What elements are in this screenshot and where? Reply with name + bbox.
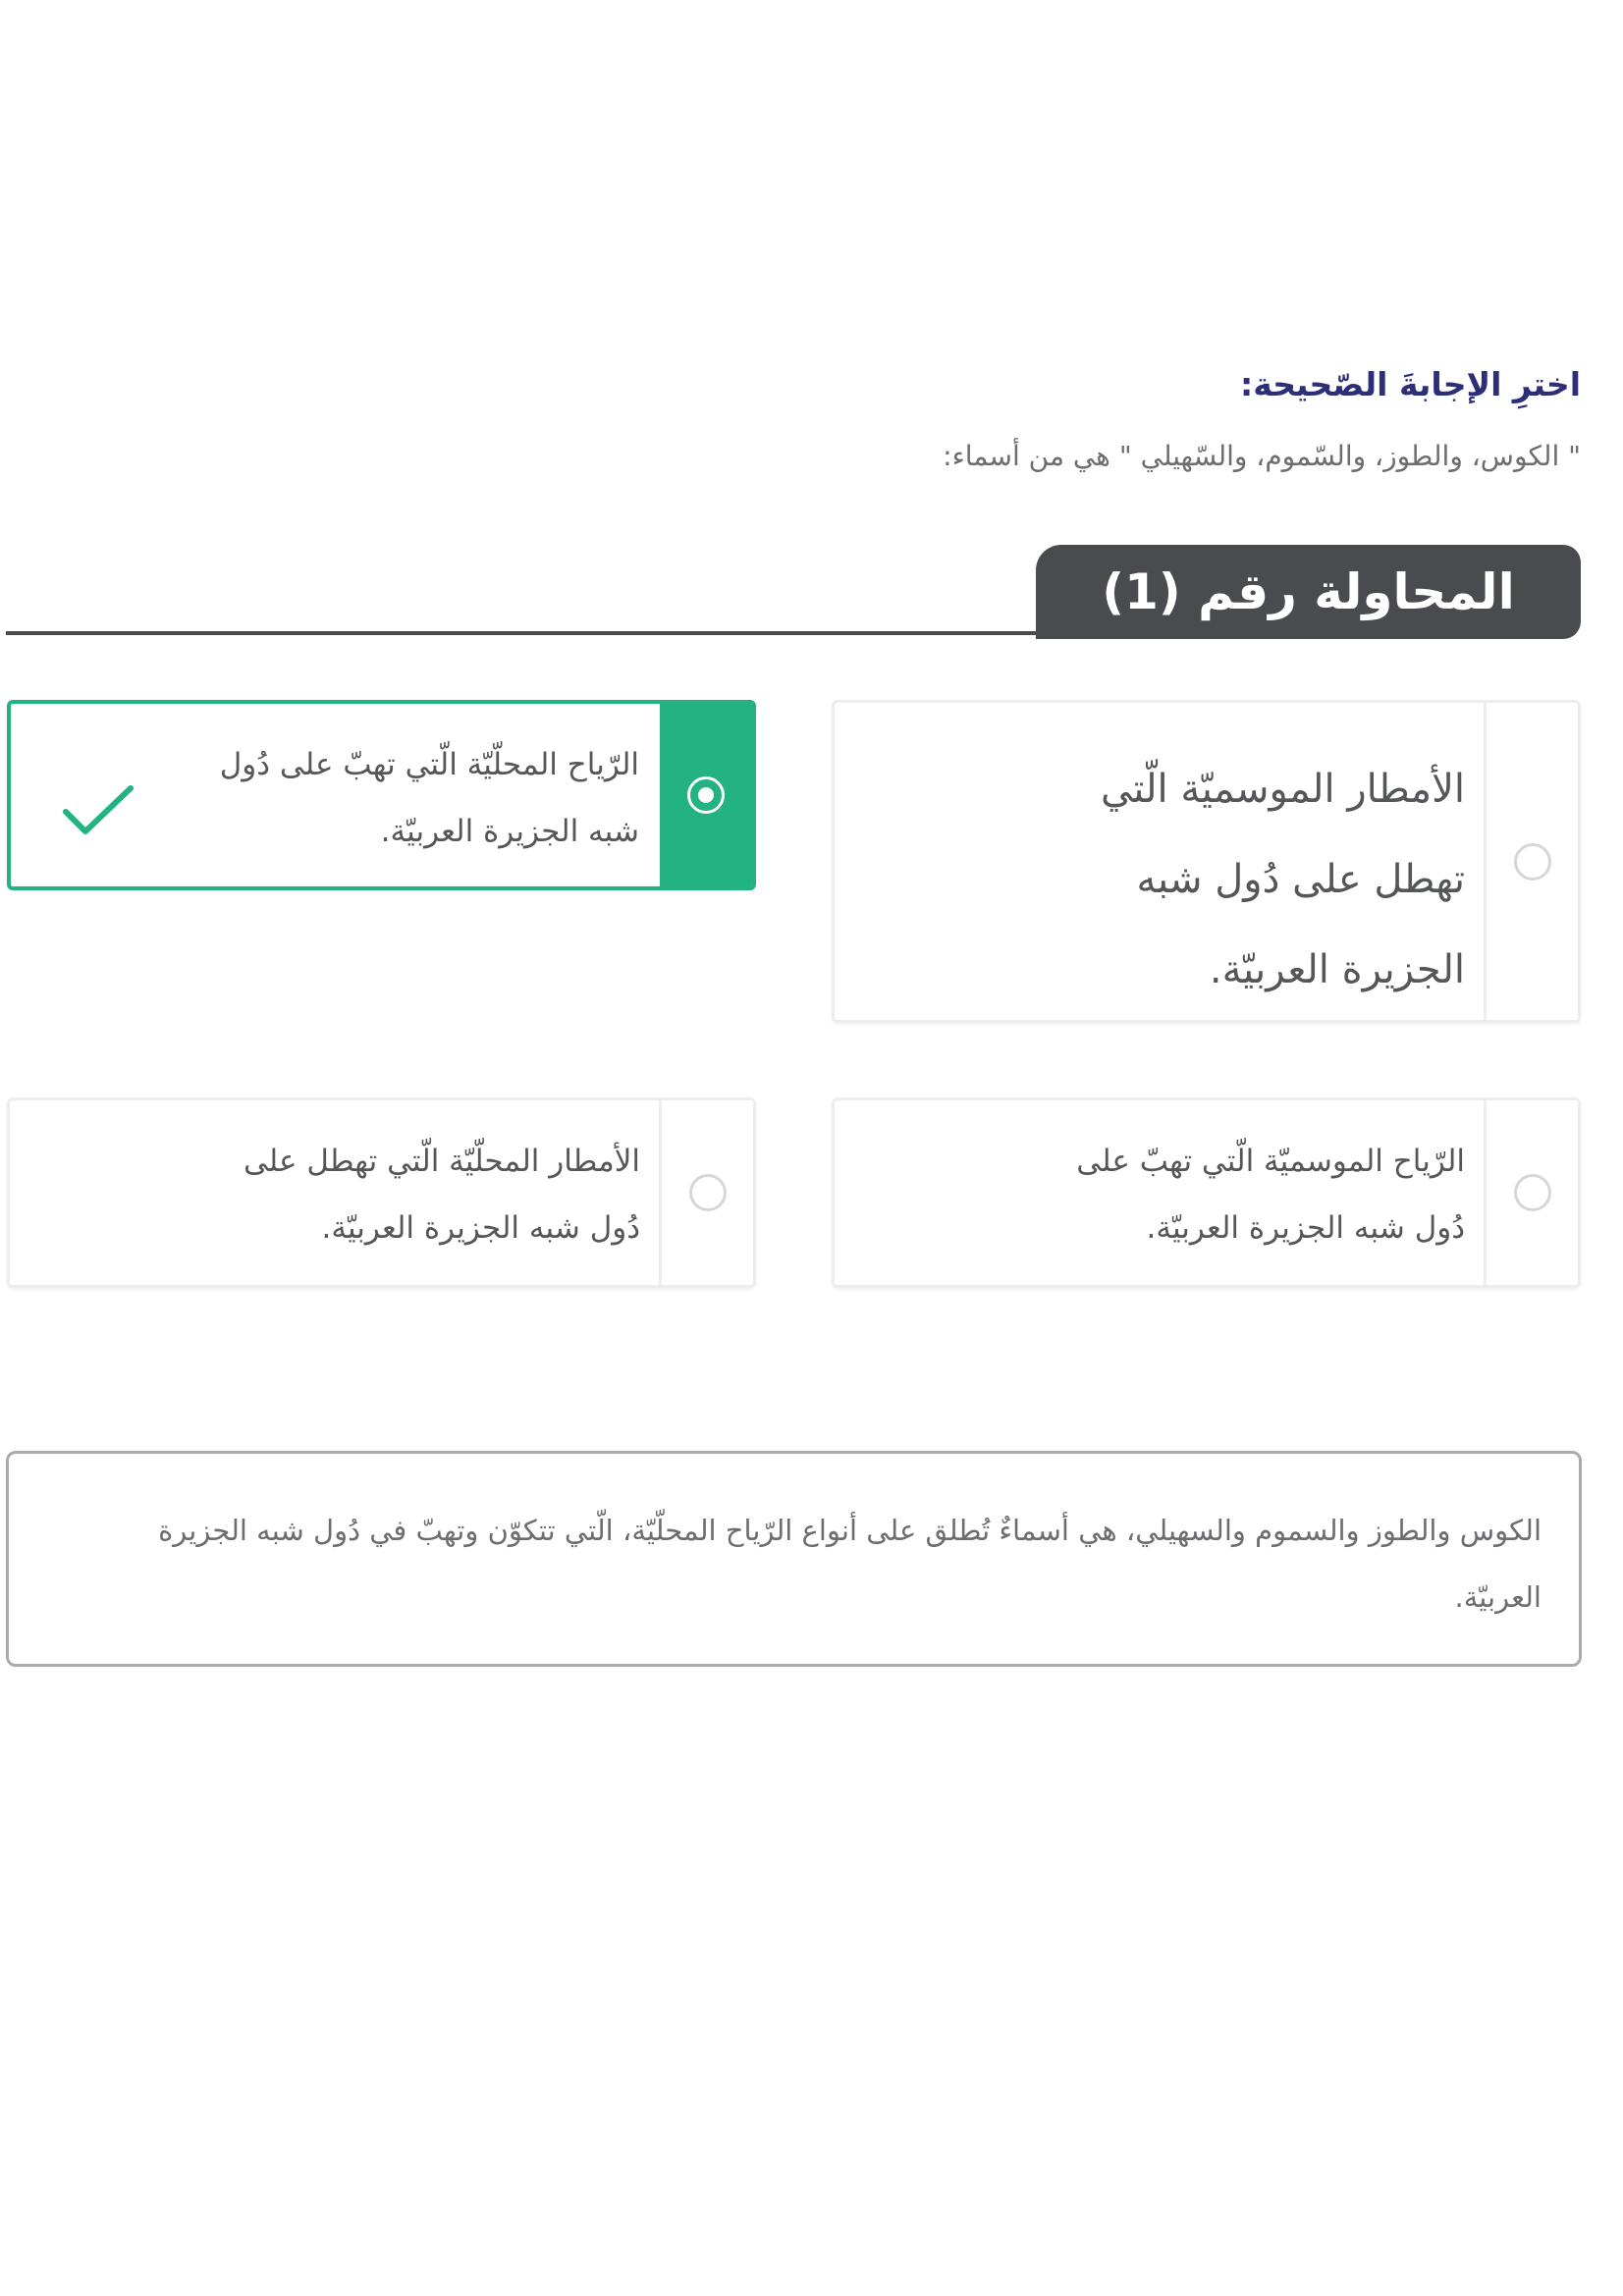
answer-option-label: الأمطار المحلّيّة الّتي تهطل على دُول شبه الجزيرة العربيّة. xyxy=(243,1144,640,1246)
answer-option-3[interactable] xyxy=(832,1097,1581,1288)
answer-option-label: الرّياح الموسميّة الّتي تهبّ على دُول شبه الجزيرة العربيّة. xyxy=(1076,1144,1465,1246)
answer-option-label: الرّياح المحلّيّة الّتي تهبّ على دُول شبه الجزيرة العربيّة. xyxy=(219,747,639,849)
radio-button[interactable] xyxy=(1514,1174,1551,1211)
radio-button[interactable] xyxy=(1514,843,1551,881)
radio-button-selected[interactable] xyxy=(687,776,725,814)
answer-explanation: الكوس والطوز والسموم والسهيلي، هي أسماءٌ تُطلق على أنواع الرّياح المحلّيّة، الّتي تتكوّن وتهبّ في دُول شبه الجزيرة العربيّة. xyxy=(158,1514,1542,1614)
answer-option-2[interactable] xyxy=(7,700,756,890)
question-instruction: اخترِ الإجابةَ الصّحيحة: xyxy=(1240,365,1581,403)
radio-column[interactable] xyxy=(1484,703,1578,1020)
attempt-label: المحاولة رقم (1) xyxy=(1102,563,1515,620)
answer-option-1[interactable] xyxy=(832,700,1581,1023)
radio-column[interactable] xyxy=(660,704,752,886)
answer-option-4[interactable] xyxy=(7,1097,756,1288)
radio-column[interactable] xyxy=(1484,1100,1578,1285)
attempt-tab xyxy=(1036,545,1581,639)
answer-option-label: الأمطار الموسميّة الّتي تهطل على دُول شبه الجزيرة العربيّة. xyxy=(1100,767,1465,992)
question-text: " الكوس، والطوز، والسّموم، والسّهيلي " هي من أسماء: xyxy=(943,440,1581,472)
check-icon xyxy=(60,782,138,841)
radio-column[interactable] xyxy=(659,1100,753,1285)
radio-button[interactable] xyxy=(689,1174,727,1211)
answer-explanation-box xyxy=(6,1451,1582,1667)
attempt-divider xyxy=(6,631,1037,635)
